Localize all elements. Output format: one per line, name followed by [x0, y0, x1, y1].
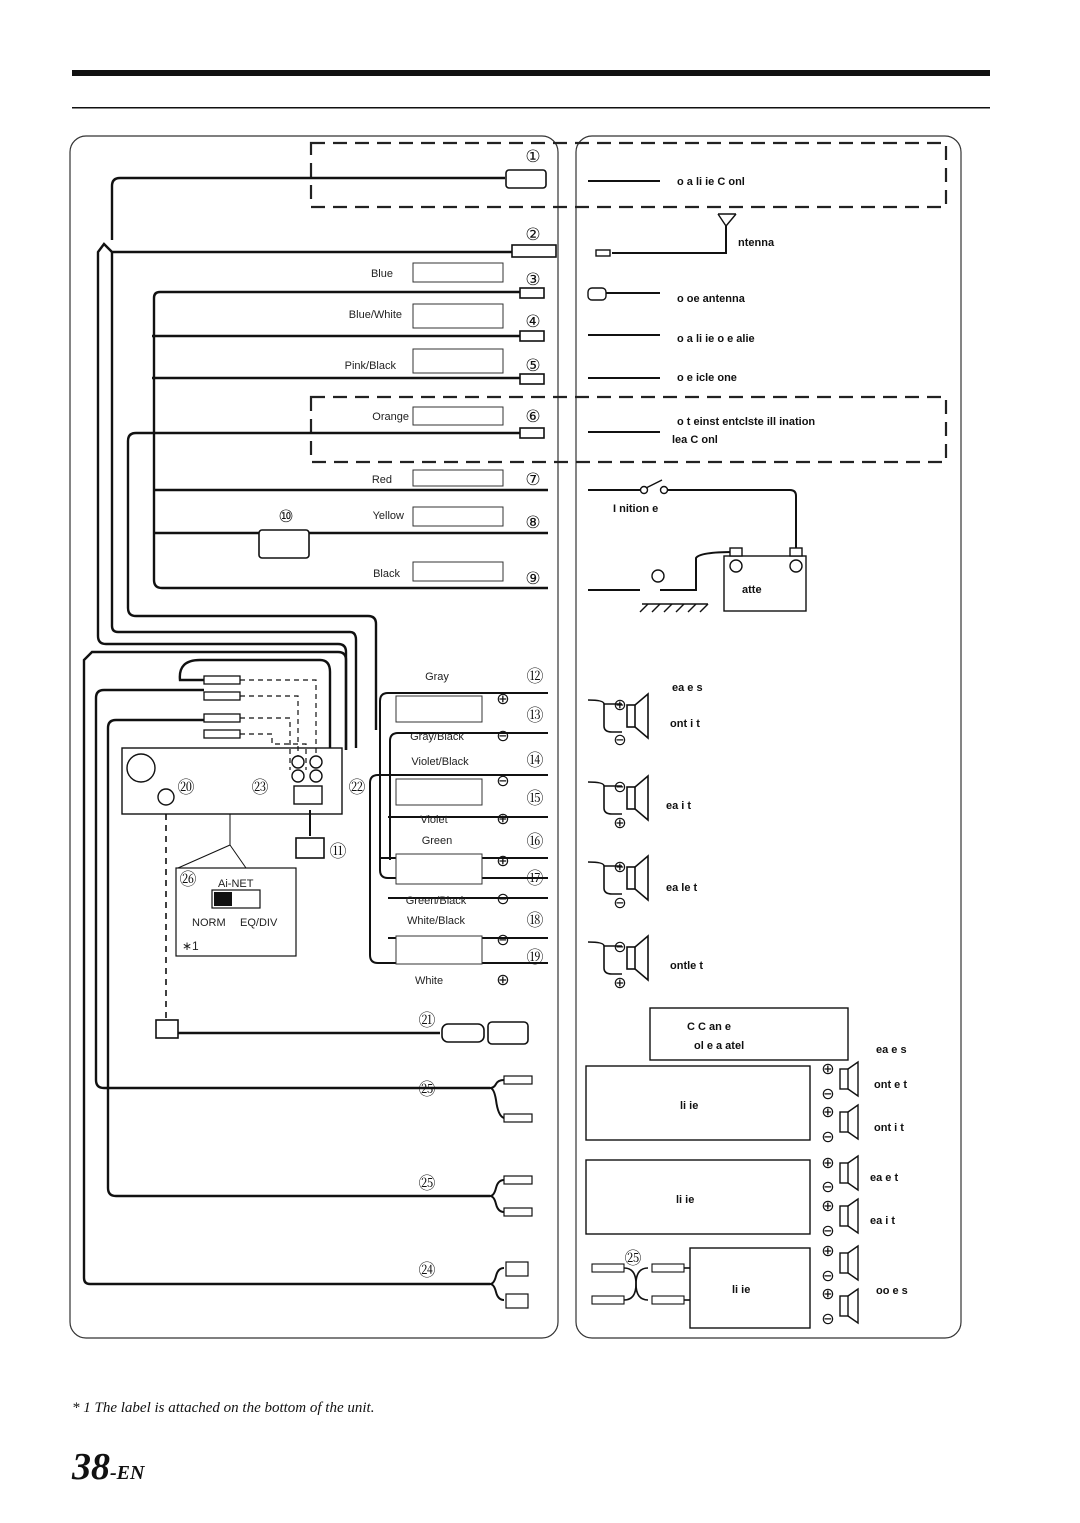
- label-amp2: li ie: [676, 1194, 695, 1206]
- amp-rca-cables: [624, 1268, 690, 1300]
- callout-2: ②: [525, 225, 541, 245]
- callout-3: ③: [525, 270, 541, 290]
- norm-label: NORM: [192, 917, 226, 929]
- page-number-value: 38: [72, 1446, 110, 1488]
- svg-text:⊖: ⊖: [821, 1127, 835, 1146]
- label-r6a: o t einst entclste ill ination: [677, 416, 816, 428]
- wire-label-white-black: White/Black: [406, 915, 466, 927]
- callout-22: ㉒: [348, 778, 366, 798]
- wire-label-red: Red: [371, 474, 392, 486]
- svg-text:⊖: ⊖: [613, 777, 627, 796]
- page-number-suffix: -EN: [110, 1462, 145, 1484]
- wire-label-pink-black: Pink/Black: [344, 360, 396, 372]
- callout-1: ①: [525, 147, 541, 167]
- rca-cables: [490, 1080, 504, 1300]
- page-number: [72, 1445, 144, 1489]
- header-rule-thin: [72, 107, 990, 109]
- amp-rca-plugs: [592, 1264, 684, 1304]
- callout-26: ㉖: [179, 870, 197, 890]
- callout-18: ⑱: [526, 911, 544, 931]
- callout-11: ⑪: [329, 842, 347, 862]
- svg-text:⊖: ⊖: [613, 937, 627, 956]
- wire-label-gray: Gray: [425, 671, 449, 683]
- footnote: * 1 The label is attached on the bottom of the unit.: [72, 1400, 375, 1416]
- wire-label-orange: Orange: [372, 411, 409, 423]
- svg-text:⊕: ⊕: [613, 857, 627, 876]
- callout-10: ⑩: [278, 507, 294, 527]
- label-r4: o a li ie o e alie: [677, 333, 755, 345]
- callout-14: ⑭: [526, 751, 544, 771]
- svg-text:⊕: ⊕: [613, 813, 627, 832]
- svg-text:⊕: ⊕: [821, 1153, 835, 1172]
- svg-text:⊕: ⊕: [496, 970, 510, 989]
- svg-text:⊖: ⊖: [496, 726, 510, 745]
- wire-label-white: White: [414, 975, 444, 987]
- svg-text:⊕: ⊕: [496, 809, 510, 828]
- svg-text:⊕: ⊕: [496, 689, 510, 708]
- callout-23: ㉓: [251, 778, 269, 798]
- ai-net-label: Ai-NET: [218, 878, 254, 890]
- wire-label-green-black: Green/Black: [405, 895, 467, 907]
- svg-text:⊕: ⊕: [821, 1102, 835, 1121]
- label-amp-spk1: ont e t: [874, 1079, 907, 1091]
- svg-text:⊕: ⊕: [613, 973, 627, 992]
- label-ignition: I nition e: [613, 503, 659, 515]
- label-amp-spk2: ont i t: [874, 1122, 904, 1134]
- callout-4: ④: [525, 312, 541, 332]
- callout-24: ㉔: [418, 1261, 436, 1281]
- svg-text:⊕: ⊕: [821, 1059, 835, 1078]
- svg-text:⊖: ⊖: [821, 1309, 835, 1328]
- svg-text:⊖: ⊖: [821, 1084, 835, 1103]
- callout-9: ⑨: [525, 569, 541, 589]
- label-spk3: ea le t: [666, 882, 698, 894]
- wire-label-blue: Blue: [370, 268, 393, 280]
- label-spk1: ont i t: [670, 718, 700, 730]
- header-rule-thick: [72, 70, 990, 76]
- callout-12: ⑫: [526, 667, 544, 687]
- label-amp1: li ie: [680, 1100, 699, 1112]
- label-r5: o e icle one: [677, 372, 737, 384]
- callout-21: ㉑: [418, 1011, 436, 1031]
- label-amp-spk5: oo e s: [876, 1285, 908, 1297]
- label-power-antenna: o oe antenna: [677, 293, 745, 305]
- wire-label-gray-black: Gray/Black: [410, 731, 464, 743]
- label-speakers: ea e s: [672, 682, 703, 694]
- callout-19: ⑲: [526, 948, 544, 968]
- callout-13: ⑬: [526, 706, 544, 726]
- wire-label-yellow: Yellow: [372, 510, 404, 522]
- label-speakers2: ea e s: [876, 1044, 907, 1056]
- label-battery: atte: [742, 584, 762, 596]
- label-amp-spk3: ea e t: [870, 1172, 899, 1184]
- svg-text:⊖: ⊖: [821, 1266, 835, 1285]
- callout-16: ⑯: [526, 832, 544, 852]
- eq-div-label: EQ/DIV: [240, 917, 278, 929]
- svg-text:⊖: ⊖: [613, 730, 627, 749]
- svg-text:⊖: ⊖: [613, 893, 627, 912]
- callout-7: ⑦: [525, 470, 541, 490]
- svg-text:⊕: ⊕: [821, 1241, 835, 1260]
- callout-5: ⑤: [525, 356, 541, 376]
- callout-25b: ㉕: [418, 1174, 436, 1194]
- svg-text:⊕: ⊕: [496, 851, 510, 870]
- svg-text:⊕: ⊕: [821, 1196, 835, 1215]
- callout-20: ⑳: [177, 778, 195, 798]
- label-spk2: ea i t: [666, 800, 692, 812]
- callout-17: ⑰: [526, 869, 544, 889]
- wire-label-black: Black: [373, 568, 400, 580]
- amp-speaker-symbols: [840, 1062, 858, 1323]
- svg-text:⊖: ⊖: [496, 930, 510, 949]
- callout-25a: ㉕: [418, 1080, 436, 1100]
- wire-label-green: Green: [421, 835, 453, 847]
- wire-label-blue-white: Blue/White: [348, 309, 402, 321]
- callout-6: ⑥: [525, 407, 541, 427]
- svg-text:⊖: ⊖: [496, 889, 510, 908]
- svg-text:⊕: ⊕: [613, 695, 627, 714]
- svg-text:⊖: ⊖: [821, 1221, 835, 1240]
- wire-label-violet-black: Violet/Black: [411, 756, 469, 768]
- label-cd-changer-a: C C an e: [687, 1021, 732, 1033]
- label-amp-spk4: ea i t: [870, 1215, 896, 1227]
- label-antenna: ntenna: [738, 237, 775, 249]
- rca-plug-ends: [504, 1076, 532, 1308]
- label-mark: ∗1: [182, 939, 199, 953]
- label-r1: o a li ie C onl: [677, 176, 745, 188]
- label-spk4: ontle t: [670, 960, 703, 972]
- label-r6b: lea C onl: [672, 434, 718, 446]
- label-amp3: li ie: [732, 1284, 751, 1296]
- right-panel-frame: [576, 136, 961, 1338]
- callout-8: ⑧: [525, 513, 541, 533]
- svg-text:⊖: ⊖: [821, 1177, 835, 1196]
- svg-text:⊕: ⊕: [821, 1284, 835, 1303]
- wire-label-violet: Violet: [420, 814, 448, 826]
- callout-25c: ㉕: [624, 1249, 642, 1269]
- callout-15: ⑮: [526, 789, 544, 809]
- label-cd-changer-b: ol e a atel: [694, 1040, 745, 1052]
- svg-text:⊖: ⊖: [496, 771, 510, 790]
